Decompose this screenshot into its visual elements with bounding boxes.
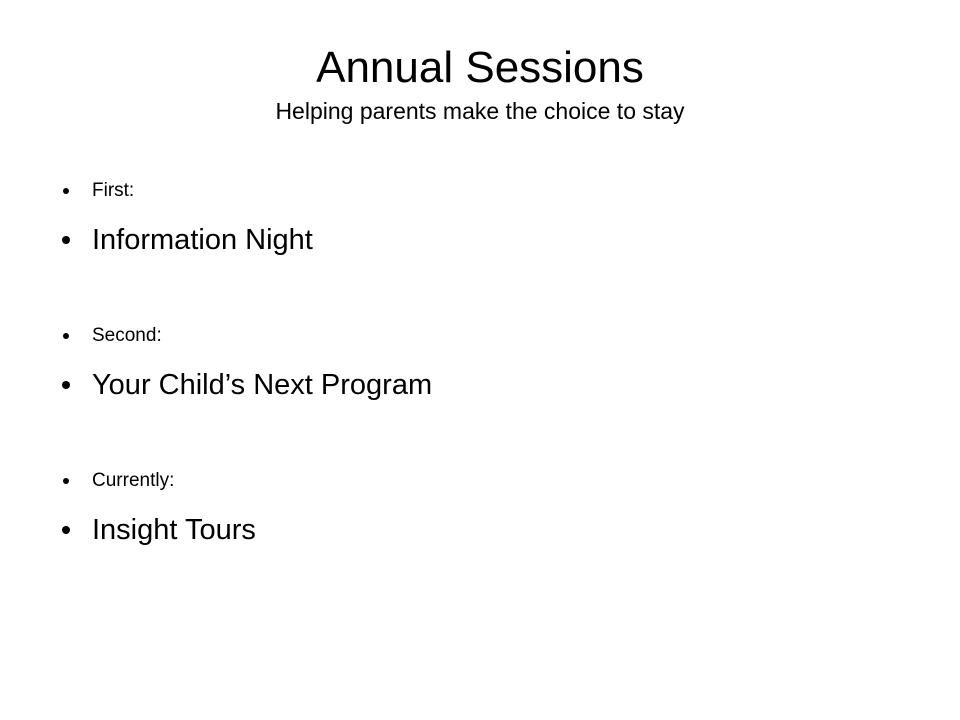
bullet-text: First: (92, 180, 135, 201)
bullet-dot-icon (62, 381, 70, 389)
slide-title: Annual Sessions (316, 43, 644, 92)
bullet-dot-icon (63, 188, 69, 194)
bullet-item-second-label (62, 323, 162, 349)
bullet-item-first-label (62, 178, 134, 204)
bullet-dot-icon (62, 236, 70, 244)
bullet-item-currently-label (62, 468, 174, 494)
bullet-item-information-night (62, 221, 313, 259)
bullet-text: Currently: (92, 470, 175, 491)
bullet-text: Second: (92, 325, 162, 346)
bullet-dot-icon (63, 478, 69, 484)
bullet-text: Insight Tours (92, 513, 256, 546)
bullet-text: Information Night (92, 223, 313, 256)
bullet-dot-icon (63, 333, 69, 339)
slide-subtitle: Helping parents make the choice to stay (275, 98, 685, 124)
bullet-dot-icon (62, 526, 70, 534)
bullet-item-next-program (62, 366, 432, 404)
bullet-text: Your Child’s Next Program (92, 368, 433, 401)
bullet-item-insight-tours (62, 511, 256, 549)
bullet-list (62, 0, 922, 720)
